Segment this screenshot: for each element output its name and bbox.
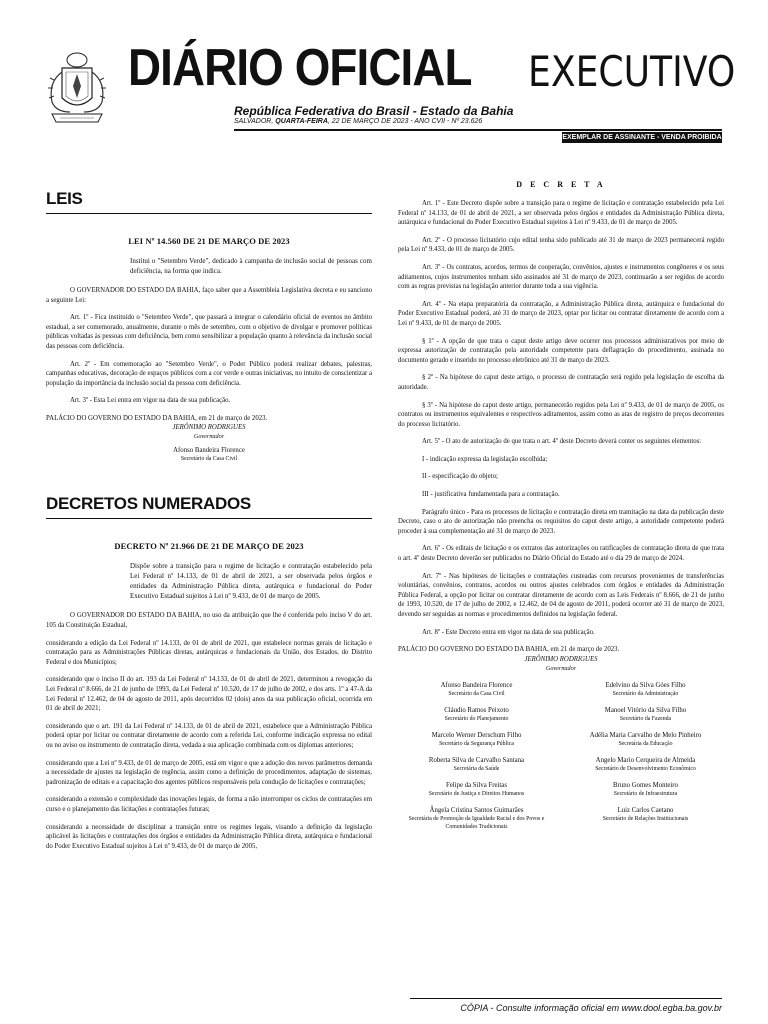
law-paragraph: Art. 1º - Fica instituído o "Setembro Verde", que passará a integrar o calendário oficial de eventos no âmbito estadual, a ser comemorado, anualmente, durante o mês de setembro, com o objetivo de divulgar e promover políticas públicas voltadas às pessoas com deficiência, bem como sensibilizar a população quanto à relevância da inclusão social das pessoas com deficiência. xyxy=(46,314,372,350)
signatory xyxy=(567,756,724,773)
signatory-name: Bruno Gomes Monteiro xyxy=(613,781,678,789)
signatory-role: Secretário da Administração xyxy=(612,690,679,697)
masthead xyxy=(0,0,768,150)
signatory-role: Secretário de Relações Institucionais xyxy=(602,815,689,822)
article-paragraph: Art. 6º - Os editais de licitação e os extratos das autorizações ou ratificações de contratação direta de que trata o art. 4º deste Decreto deverão ser publicados no Diário Oficial do Estado até o dia 29 de março de 2024. xyxy=(398,545,724,563)
governor-role: Governador xyxy=(193,433,225,441)
article-paragraph: § 2º - Na hipótese do caput deste artigo, o processo de contratação será regido pela legislação de escolha da autoridade. xyxy=(398,374,724,391)
masthead-divider xyxy=(234,129,722,131)
article-paragraph: Art. 5º - O ato de autorização de que trata o art. 4º deste Decreto deverá conter os seguintes elementos: xyxy=(422,438,702,446)
signing-place: PALÁCIO DO GOVERNO DO ESTADO DA BAHIA, em 21 de março de 2023. xyxy=(398,646,620,654)
footer-divider xyxy=(410,998,722,999)
left-column xyxy=(46,170,372,859)
signatory-role: Secretário de Desenvolvimento Econômico xyxy=(595,765,696,772)
signatory xyxy=(398,781,555,798)
signatory-role: Secretária da Educação xyxy=(618,740,673,747)
signatory-name: Angelo Mario Cerqueira de Almeida xyxy=(595,756,696,764)
decree-title: DECRETO Nº 21.966 DE 21 DE MARÇO DE 2023 xyxy=(114,541,304,552)
governor-role: Governador xyxy=(545,664,577,672)
subscriber-badge: EXEMPLAR DE ASSINANTE - VENDA PROIBIDA xyxy=(562,134,722,141)
signing-place: PALÁCIO DO GOVERNO DO ESTADO DA BAHIA, em 21 de março de 2023. xyxy=(46,414,268,422)
secretary-name: Afonso Bandeira Florence xyxy=(173,447,245,455)
signatory-name: Luiz Carlos Caetano xyxy=(617,806,674,814)
law-paragraph: O GOVERNADOR DO ESTADO DA BAHIA, faço saber que a Assembleia Legislativa decreta e eu sanciono a seguinte Lei: xyxy=(46,287,372,304)
signatory-role: Secretário do Planejamento xyxy=(444,715,509,722)
right-column xyxy=(398,170,724,831)
decree-summary: Dispõe sobre a transição para o regime de licitação e contratação estabelecido pela Lei Federal nº 14.133, de 01 de abril de 2021, a ser observada pelos órgãos e entidades da Administração Pública direta, autárquica e fundacional do Poder Executivo Estadual sujeitos à Lei nº 9.433, de 01 de março de 2005. xyxy=(130,562,372,601)
signatory-role: Secretária de Promoção da Igualdade Racial e dos Povos e Comunidades Tradicionais xyxy=(408,815,545,830)
signatory-name: Roberta Silva de Carvalho Santana xyxy=(428,756,525,764)
signatory-name: Adélia Maria Carvalho de Melo Pinheiro xyxy=(589,731,702,739)
signatory-role: Secretário da Segurança Pública xyxy=(439,740,514,747)
signatory-name: Cláudio Ramos Peixoto xyxy=(444,706,509,714)
article-paragraph: Art. 8º - Este Decreto entra em vigor na data de sua publicação. xyxy=(422,628,595,636)
signatory-name: Felipe da Silva Freitas xyxy=(446,781,507,789)
bahia-coat-of-arms-icon xyxy=(40,50,115,128)
governor-name: JERÔNIMO RODRIGUES xyxy=(172,424,246,432)
footer-notice: CÓPIA - Consulte informação oficial em www.dool.egba.ba.gov.br xyxy=(460,1003,722,1013)
signatory xyxy=(398,731,555,748)
law-summary: Institui o "Setembro Verde", dedicado à campanha de inclusão social de pessoas com deficiência, na forma que indica. xyxy=(130,257,372,275)
law-paragraph: Art. 3º - Esta Lei entra em vigor na data de sua publicação. xyxy=(70,397,231,405)
decree-paragraph: O GOVERNADOR DO ESTADO DA BAHIA, no uso da atribuição que lhe é conferida pelo inciso V do art. 105 da Constituição Estadual, xyxy=(46,612,372,630)
section-heading-decretos: DECRETOS NUMERADOS xyxy=(46,493,372,519)
article-paragraph: Art. 7º - Nas hipóteses de licitações e contratações custeadas com recursos provenientes de transferências voluntárias, convênios, contratos, acordos ou outros ajustes celebrados com órgãos e entidades da Administração Pública Federal, a opção por licitar ou contratar diretamente de acordo com as Leis Federais nº 8.666, de 21 de junho de 1993, 10.520, de 17 de julho de 2002, e 12.462, de 04 de agosto de 2011, poderá ocorrer até 31 de março de 2023, devendo ser seguidas as normas e procedimentos definidos na legislação federal. xyxy=(398,572,724,618)
signatory xyxy=(398,681,555,698)
signatory-role: Secretário da Fazenda xyxy=(619,715,672,722)
signatories-grid xyxy=(398,681,724,831)
dateline-city: SALVADOR, xyxy=(234,118,276,125)
decree-paragraph: considerando que a Lei nº 9.433, de 01 de março de 2005, está em vigor e que a adoção dos novos parâmetros demanda a necessidade de ajustes na legislação de regência, assim como a definição de procedimentos, adaptação de sistemas, padronização de editais e a capacitação dos agentes públicos responsáveis pela condução de licitações e contratações; xyxy=(46,759,372,786)
article-item: I - indicação expressa da legislação escolhida; xyxy=(422,455,548,463)
decree-paragraph: considerando a extensão e complexidade das inovações legais, de forma a não interromper os ciclos de contratações em curso e o planejamento das licitações e contratações futuras; xyxy=(46,796,372,813)
article-item: II - especificação do objeto; xyxy=(422,473,498,481)
masthead-title: DIÁRIO OFICIAL xyxy=(128,39,472,97)
signatory xyxy=(567,806,724,831)
signatory-role: Secretário de Infraestrutura xyxy=(613,790,678,797)
signatory xyxy=(567,731,724,748)
signatory xyxy=(567,706,724,723)
dateline-weekday: QUARTA-FEIRA xyxy=(275,118,328,125)
signatory xyxy=(398,806,555,831)
signatory-name: Afonso Bandeira Florence xyxy=(440,681,513,689)
article-paragraph: Art. 3º - Os contratos, acordos, termos de cooperação, convênios, ajustes e instrumentos congêneres e os seus aditamentos, cujos instrumentos tenham sido assinados até 31 de março de 2023, continuarão a ser regidos de acordo com as regras previstas na legislação anterior durante toda a sua vigência. xyxy=(398,263,724,291)
article-paragraph: Art. 1º - Este Decreto dispõe sobre a transição para o regime de licitação e contratação estabelecido pela Lei Federal nº 14.133, de 01 de abril de 2021, a ser observada pelos órgãos e entidades da Administração Pública direta, autárquica e fundacional do Poder Executivo Estadual sujeitos à Lei nº 9.433, de 01 de março de 2005. xyxy=(398,200,724,227)
republic-line: República Federativa do Brasil - Estado da Bahia xyxy=(234,104,514,118)
dateline xyxy=(234,118,482,125)
article-paragraph: Parágrafo único - Para os processos de licitação e contratação direta em tramitação na data da publicação deste Decreto, caso o ato de autorização não preencha os requisitos do caput deste artigo, a autoridade competente poderá proceder à sua complementação até 31 de março de 2023. xyxy=(398,508,724,535)
decree-paragraph: considerando a edição da Lei Federal nº 14.133, de 01 de abril de 2021, que estabelece normas gerais de licitação e contratação para as Administrações Públicas diretas, autárquicas e fundacionais da União, dos Estados, do Distrito Federal e dos Municípios; xyxy=(46,639,372,666)
signatory xyxy=(398,706,555,723)
decree-paragraph: considerando a necessidade de disciplinar a transição entre os regimes legais, visando a definição da legislação aplicável às licitações e contratações dos órgãos e entidades da Administração Pública direta, autárquica e fundacional do Poder Executivo Estadual sujeitos à Lei nº 9.433, de 01 de março de 2005, xyxy=(46,823,372,850)
decree-paragraph: considerando que o art. 191 da Lei Federal nº 14.133, de 01 de abril de 2021, estabelece que a Administração Pública poderá optar por licitar ou contratar diretamente de acordo com a referida Lei, conforme indicação expressa no edital ou no aviso ou instrumento de contratação direta, vedada a sua aplicação combinada com os diplomas anteriores; xyxy=(46,722,372,749)
signatory-name: Marcelo Werner Derschum Filho xyxy=(431,731,522,739)
signatory xyxy=(398,756,555,773)
signatory-name: Manoel Vitório da Silva Filho xyxy=(604,706,687,714)
law-paragraph: Art. 2º - Em comemoração ao "Setembro Verde", o Poder Público poderá realizar debates, palestras, campanhas educativas, decoração de espaços públicos com a cor verde e outras iniciativas, no intuito de conscientizar a população da importância da inclusão social da pessoa com deficiência. xyxy=(46,360,372,387)
signatory-name: Ângela Cristina Santos Guimarães xyxy=(429,806,524,814)
law-title: LEI Nº 14.560 DE 21 DE MARÇO DE 2023 xyxy=(128,236,290,246)
governor-name: JERÔNIMO RODRIGUES xyxy=(524,655,598,663)
article-paragraph: § 1º - A opção de que trata o caput deste artigo deve ocorrer nos processos administrativos por meio de expressa autorização de contratação pela autoridade competente para deflagração do procedimento, assinada no documento gerado e inserido no processo eletrônico até 31 de março de 2023. xyxy=(398,337,724,364)
signatory-role: Secretário da Casa Civil xyxy=(448,690,505,697)
section-heading-leis: LEIS xyxy=(46,188,372,214)
decree-paragraph: considerando que o inciso II do art. 193 da Lei Federal nº 14.133, de 01 de abril de 2021, determinou a revogação da Lei Federal nº 8.666, de 21 de junho de 1993, da Lei Federal nº 10.520, de 17 de julho de 2002, e dos arts. 1º a 47-A da Lei Federal nº 12.462, de 04 de agosto de 2011, após decorridos 02 (dois) anos da sua publicação oficial, ocorrida em 01 de abril de 2021; xyxy=(46,676,372,713)
article-paragraph: Art. 2º - O processo licitatório cujo edital tenha sido publicado até 31 de março de 2023 permanecerá regido pela Lei nº 9.433, de 01 de março de 2005. xyxy=(398,236,724,254)
article-item: III - justificativa fundamentada para a contratação. xyxy=(422,491,560,499)
decreta-heading: D E C R E T A xyxy=(516,180,606,189)
signatory-role: Secretária da Saúde xyxy=(453,765,500,772)
masthead-subtitle: EXECUTIVO xyxy=(528,47,736,96)
article-paragraph: Art. 4º - Na etapa preparatória da contratação, a Administração Pública direta, autárquica e fundacional do Poder Executivo Estadual poderá, até 31 de março de 2023, optar por licitar ou contratar diretamente de acordo com a Lei nº 9.433, de 01 de março de 2005. xyxy=(398,300,724,327)
signatory xyxy=(567,681,724,698)
article-paragraph: § 3º - Na hipótese do caput deste artigo, permanecerão regidos pela Lei nº 9.433, de 01 de março de 2005, os contratos ou instrumentos equivalentes e respectivos aditamentos, assim como as atas de registro de preços decorrentes do processo licitatório. xyxy=(398,401,724,428)
secretary-role: Secretário da Casa Civil xyxy=(180,456,238,463)
dateline-date: , 22 DE MARÇO DE 2023 - ANO CVII - Nº 23.626 xyxy=(327,118,483,125)
signatory xyxy=(567,781,724,798)
signatory-role: Secretário de Justiça e Direitos Humanos xyxy=(428,790,525,797)
signatory-name: Edelvino da Silva Góes Filho xyxy=(605,681,686,689)
